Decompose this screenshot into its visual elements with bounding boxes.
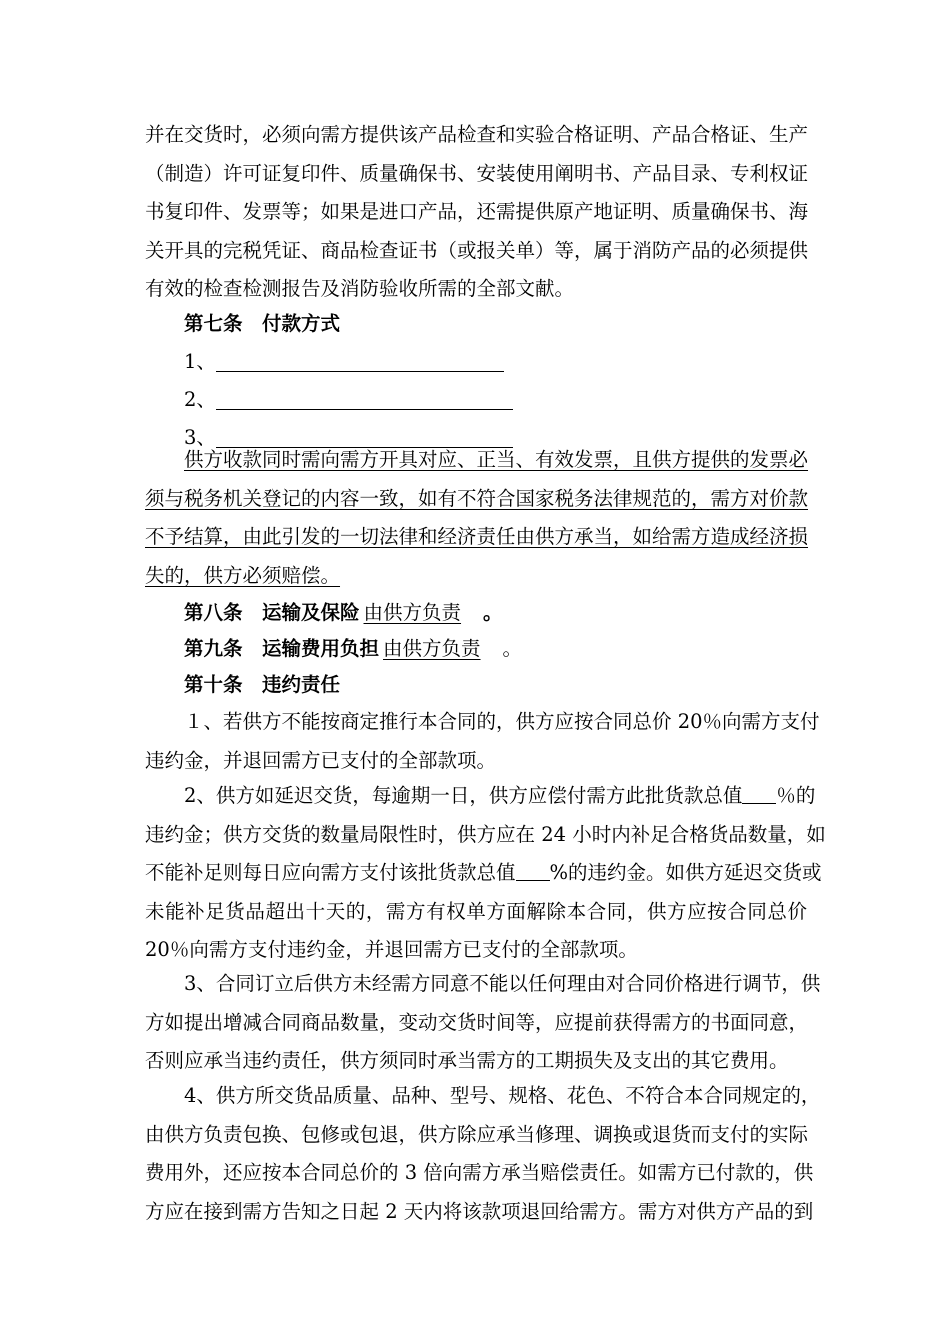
text-line: （制造）许可证复印件、质量确保书、安装使用阐明书、产品目录、专利权证 <box>145 161 809 185</box>
article9-fill: 由供方负责 <box>383 637 481 660</box>
item-number: 2、 <box>184 388 216 411</box>
payment-item-1 <box>184 343 504 382</box>
payment-item-2 <box>184 381 513 420</box>
text-run: %的违约金。如供方延迟交货或 <box>549 861 822 884</box>
text-line: 未能补足货品超出十天的，需方有权单方面解除本合同，供方应按合同总价 <box>145 899 807 923</box>
article8-title: 第八条 运输及保险 <box>184 601 360 624</box>
fill-blank <box>516 858 550 881</box>
text-line: 供方收款同时需向需方开具对应、正当、有效发票，且供方提供的发票必 <box>184 448 809 471</box>
article8-fill: 由供方负责 <box>363 601 462 624</box>
text-line: 关开具的完税凭证、商品检查证书（或报关单）等，属于消防产品的必须提供 <box>145 238 809 262</box>
text-line: 4、供方所交货品质量、品种、型号、规格、花色、不符合本合同规定的， <box>184 1084 821 1107</box>
text-line <box>145 854 822 893</box>
text-line: 由供方负责包换、包修或包退，供方除应承当修理、调换或退货而支付的实际 <box>145 1122 809 1146</box>
fill-blank <box>742 781 776 804</box>
fill-blank <box>216 383 513 410</box>
text-run: ％的 <box>776 784 816 807</box>
breach-paragraph-3 <box>145 965 821 1081</box>
article9-heading <box>184 630 522 669</box>
text-line: 须与税务机关登记的内容一致，如有不符合国家税务法律规范的，需方对价款 <box>145 486 809 510</box>
text-line <box>145 777 816 816</box>
article7-heading: 第七条 付款方式 <box>184 312 341 335</box>
text-line: 失的，供方必须赔偿。 <box>145 563 341 587</box>
article9-title: 第九条 运输费用负担 <box>184 637 380 660</box>
text-line: 费用外，还应按本合同总价的 3 倍向需方承当赔偿责任。如需方已付款的，供 <box>145 1161 814 1184</box>
item-number: 1、 <box>184 350 216 373</box>
intro-paragraph <box>145 116 807 309</box>
text-line: 否则应承当违约责任，供方须同时承当需方的工期损失及支出的其它费用。 <box>145 1049 789 1072</box>
fill-blank <box>216 345 504 372</box>
text-line: 有效的检查检测报告及消防验收所需的全部文献。 <box>145 277 575 300</box>
text-line: 不予结算，由此引发的一切法律和经济责任由供方承当，如给需方造成经济损 <box>145 525 809 548</box>
text-line: １、若供方不能按商定推行本合同的，供方应按合同总价 20％向需方支付 <box>184 710 820 733</box>
article8-end: 。 <box>483 601 503 624</box>
text-line: 方应在接到需方告知之日起 2 天内将该款项退回给需方。需方对供方产品的到 <box>145 1199 814 1223</box>
text-run: 2、供方如延迟交货，每逾期一日，供方应偿付需方此批货款总值 <box>184 784 743 807</box>
breach-paragraph-4 <box>145 1077 821 1231</box>
breach-paragraph-2 <box>145 777 826 970</box>
text-run: 不能补足则每日应向需方支付该批货款总值 <box>145 861 516 884</box>
text-line: 违约金，并退回需方已支付的全部款项。 <box>145 748 497 772</box>
text-line: 并在交货时，必须向需方提供该产品检查和实验合格证明、产品合格证、生产 <box>145 123 809 146</box>
article8-heading <box>184 594 503 633</box>
text-line: 20％向需方支付违约金，并退回需方已支付的全部款项。 <box>145 938 638 961</box>
text-line: 书复印件、发票等；如果是进口产品，还需提供原产地证明、质量确保书、海 <box>145 200 809 223</box>
breach-paragraph-1 <box>145 703 820 780</box>
article9-end: 。 <box>502 637 523 660</box>
text-line: 3、合同订立后供方未经需方同意不能以任何理由对合同价格进行调节，供 <box>184 972 821 995</box>
article10-heading: 第十条 违约责任 <box>184 673 341 696</box>
text-line: 方如提出增减合同商品数量，变动交货时间等，应提前获得需方的书面同意， <box>145 1010 809 1034</box>
text-line: 违约金；供方交货的数量局限性时，供方应在 24 小时内补足合格货品数量，如 <box>145 822 826 846</box>
item-number: 3、 <box>184 426 216 449</box>
invoice-note-paragraph <box>145 441 807 595</box>
